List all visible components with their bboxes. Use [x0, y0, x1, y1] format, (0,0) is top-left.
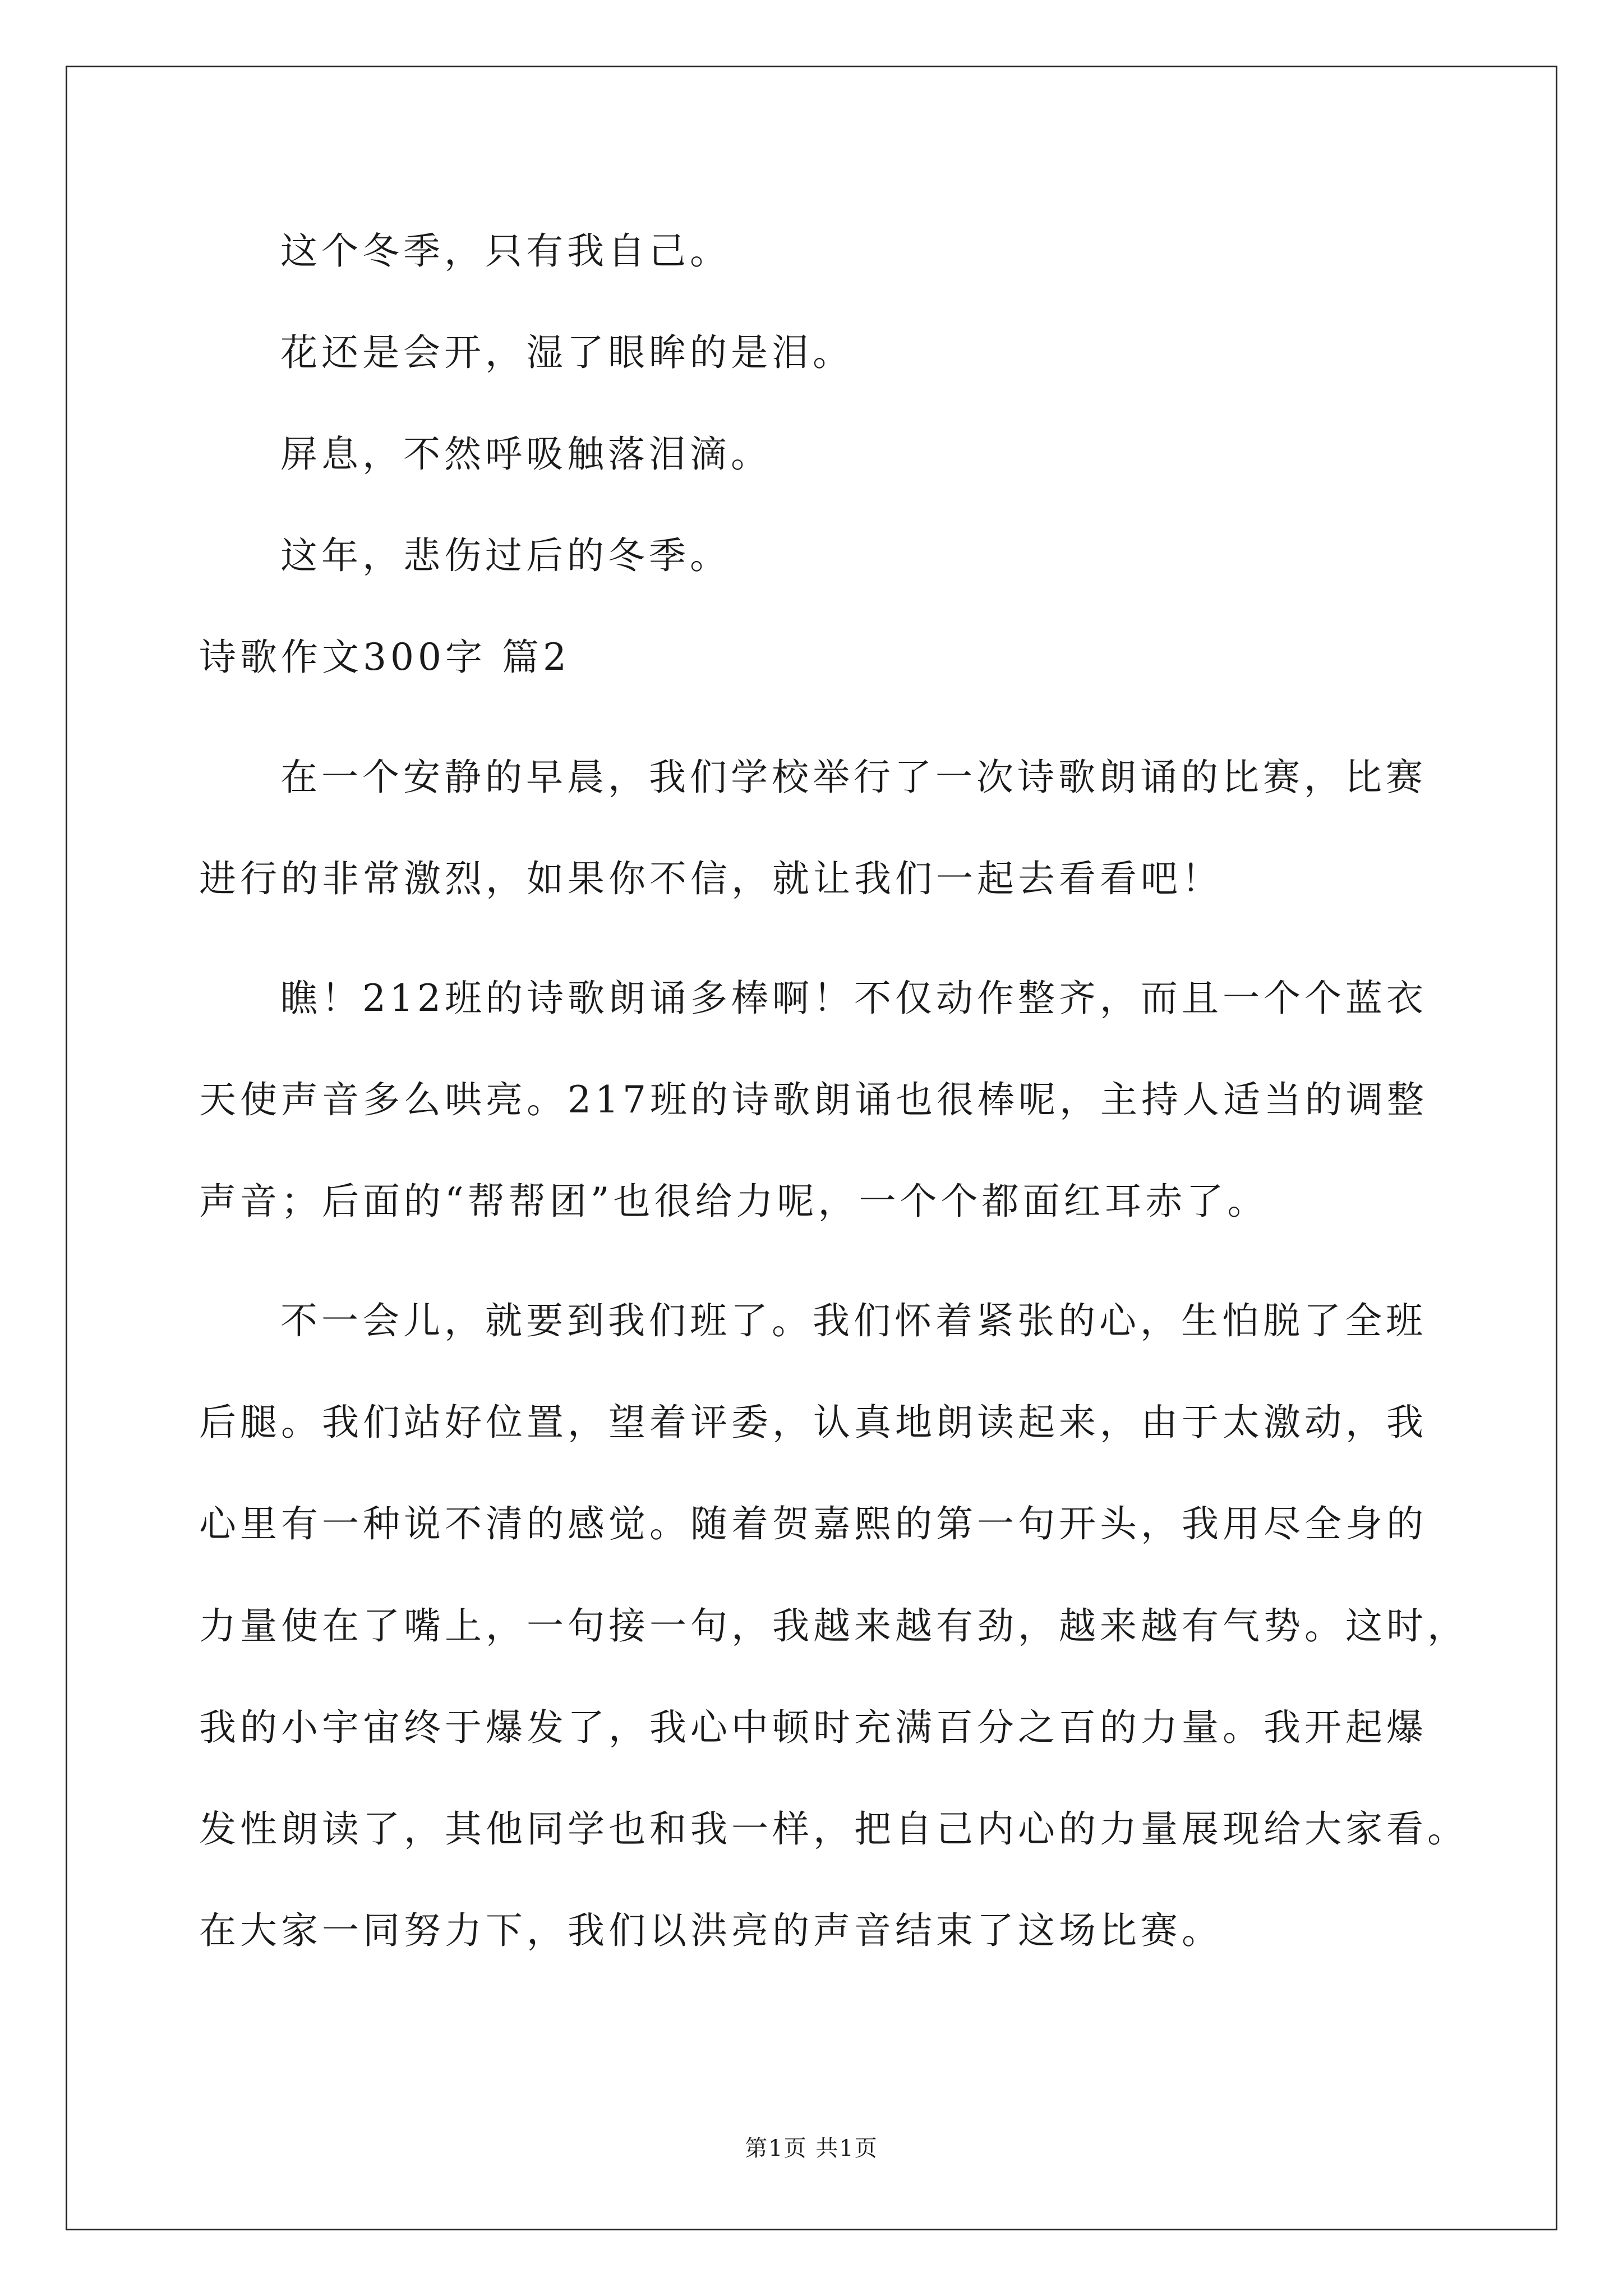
paragraph: 屏息，不然呼吸触落泪滴。	[280, 432, 772, 476]
body-line: 在大家一同努力下，我们以洪亮的声音结束了这场比赛。	[199, 1909, 1223, 1952]
body-line: 瞧！212班的诗歌朗诵多棒啊！不仅动作整齐，而且一个个蓝衣	[280, 977, 1427, 1020]
body-line: 我的小宇宙终于爆发了，我心中顿时充满百分之百的力量。我开起爆	[199, 1706, 1427, 1749]
body-line: 后腿。我们站好位置，望着评委，认真地朗读起来，由于太激动，我	[199, 1401, 1427, 1444]
page-border	[66, 66, 1557, 2230]
section-heading: 诗歌作文300字 篇2	[199, 636, 570, 679]
body-line: 不一会儿，就要到我们班了。我们怀着紧张的心，生怕脱了全班	[280, 1299, 1427, 1342]
page-number: 第1页 共1页	[745, 2136, 878, 2161]
body-line: 天使声音多么哄亮。217班的诗歌朗诵也很棒呢，主持人适当的调整	[199, 1078, 1428, 1121]
body-line: 在一个安静的早晨，我们学校举行了一次诗歌朗诵的比赛，比赛	[280, 756, 1427, 799]
paragraph: 这个冬季，只有我自己。	[280, 229, 731, 273]
body-line: 力量使在了嘴上，一句接一句，我越来越有劲，越来越有气势。这时，	[199, 1604, 1468, 1648]
body-line: 发性朗读了，其他同学也和我一样，把自己内心的力量展现给大家看。	[199, 1807, 1468, 1851]
paragraph: 花还是会开，湿了眼眸的是泪。	[280, 331, 854, 374]
body-line: 声音；后面的“帮帮团”也很给力呢，一个个都面红耳赤了。	[199, 1180, 1269, 1223]
paragraph: 这年，悲伤过后的冬季。	[280, 534, 731, 577]
body-line: 进行的非常激烈，如果你不信，就让我们一起去看看吧！	[199, 857, 1223, 900]
body-line: 心里有一种说不清的感觉。随着贺嘉熙的第一句开头，我用尽全身的	[199, 1502, 1427, 1545]
